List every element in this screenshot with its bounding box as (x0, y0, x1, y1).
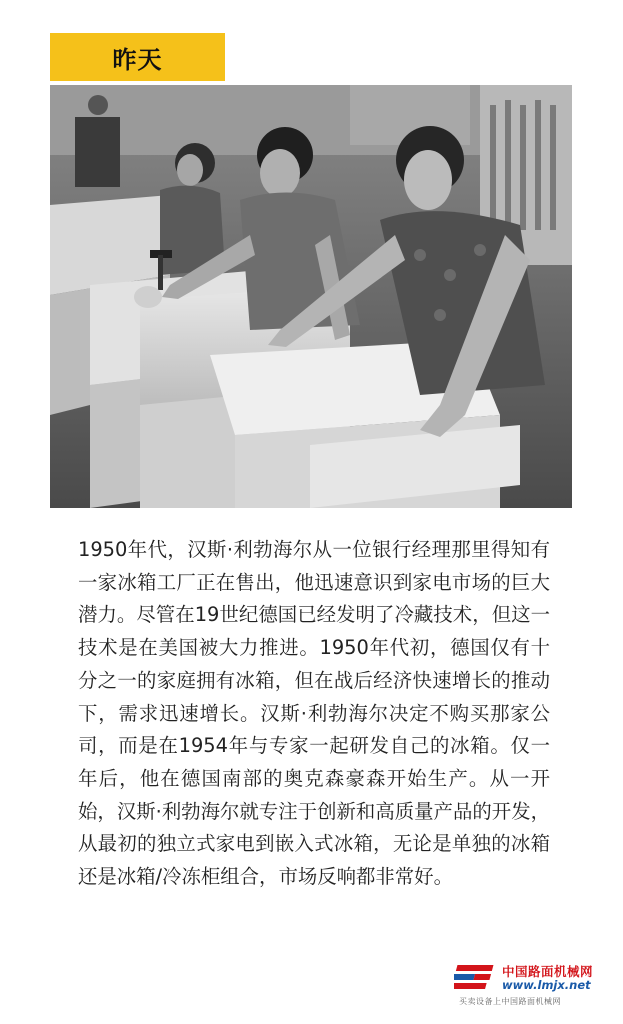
section-tag-label: 昨天 (112, 45, 163, 74)
factory-photo-illustration (50, 85, 572, 508)
article-body: 1950年代，汉斯·利勃海尔从一位银行经理那里得知有一家冰箱工厂正在售出，他迅速意识到家电市场的巨大潜力。尽管在19世纪德国已经发明了冷藏技术，但这一技术是在美国被大力推进。1950年代初，德国仅有十分之一的家庭拥有冰箱，但在战后经济快速增长的推动下，需求迅速增长。汉斯·利勃海尔决定不购买那家公司，而是在1954年与专家一起研发自己的冰箱。仅一年后，他在德国南部的奥克森豪森开始生产。从一开始，汉斯·利勃海尔就专注于创新和高质量产品的开发，从最初的独立式家电到嵌入式冰箱，无论是单独的冰箱还是冰箱/冷冻柜组合，市场反响都非常好。 (78, 538, 550, 889)
watermark-url: www.lmjx.net (502, 978, 591, 992)
watermark-logo (454, 963, 614, 1011)
watermark-slogan: 买卖设备上中国路面机械网 (459, 997, 561, 1006)
factory-photo (50, 85, 572, 508)
section-tag (50, 33, 225, 81)
watermark-site-name: 中国路面机械网 (502, 964, 594, 979)
lmjx-logo-icon (454, 963, 498, 993)
